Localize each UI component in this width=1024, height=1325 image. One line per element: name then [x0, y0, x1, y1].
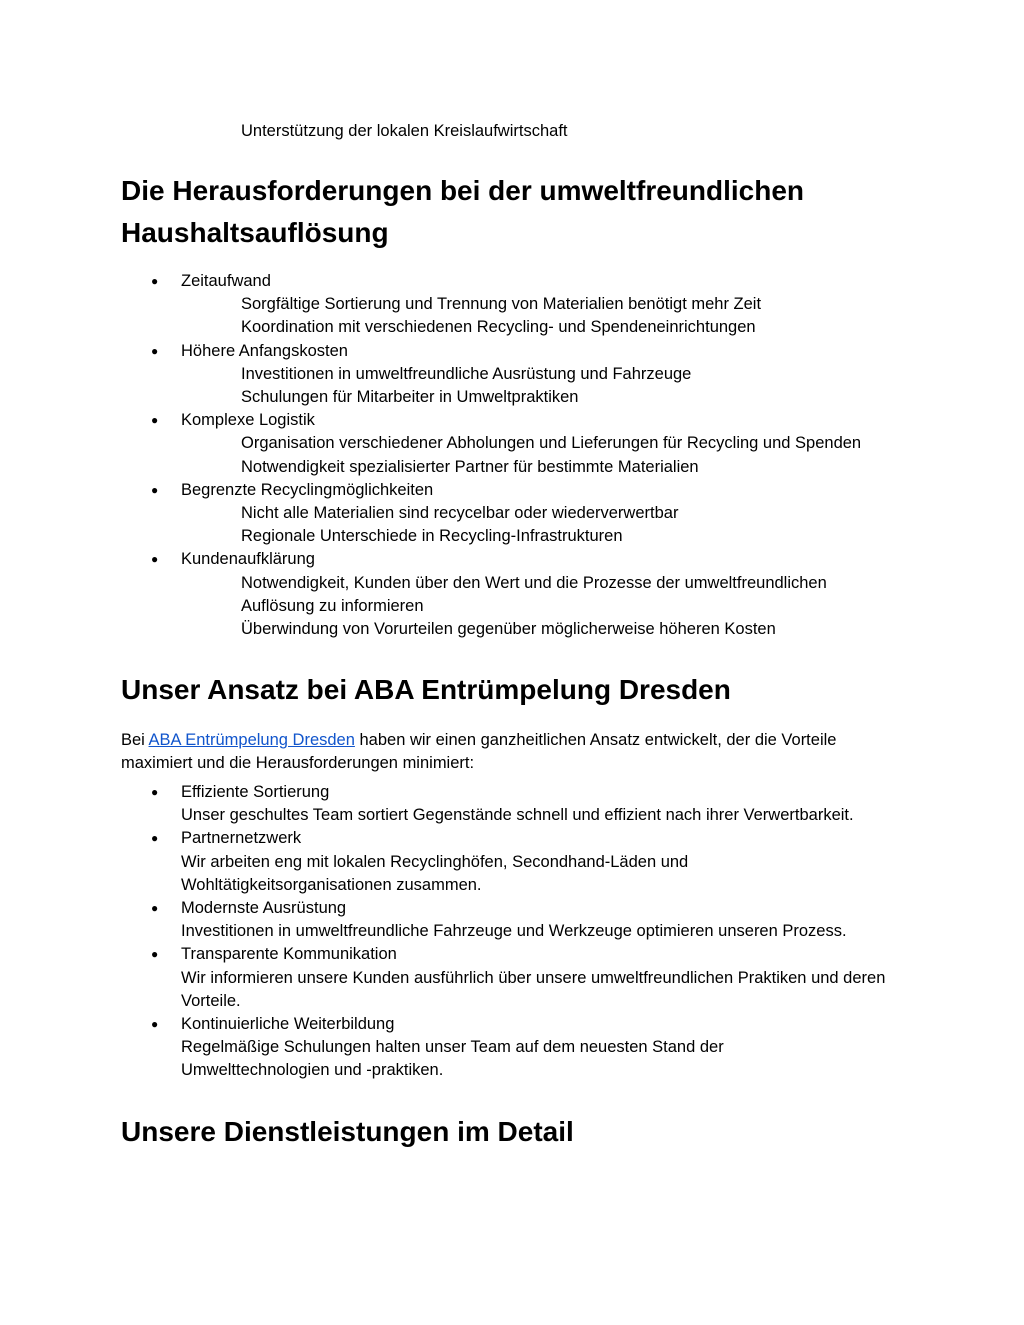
- item-label: Kontinuierliche Weiterbildung: [181, 1015, 395, 1034]
- sub-item: Regionale Unterschiede in Recycling-Infrastrukturen: [241, 527, 623, 546]
- company-link[interactable]: ABA Entrümpelung Dresden: [148, 731, 355, 749]
- bullet-icon: ●: [151, 482, 159, 497]
- bullet-icon: ●: [151, 552, 159, 567]
- intro-text-after: haben wir einen ganzheitlichen Ansatz entwickelt, der die Vorteile maximiert und die Herausforderungen minimiert:: [121, 731, 837, 773]
- list-item: [121, 409, 921, 479]
- bullet-icon: ●: [151, 785, 159, 799]
- list-item: [121, 943, 921, 1013]
- approach-intro: [121, 729, 901, 775]
- sub-item: Koordination mit verschiedenen Recycling- und Spendeneinrichtungen: [241, 318, 756, 337]
- item-label: Modernste Ausrüstung: [181, 899, 347, 918]
- item-label: Transparente Kommunikation: [181, 945, 397, 964]
- sub-item: Nicht alle Materialien sind recycelbar oder wiederverwertbar: [241, 504, 679, 523]
- sub-item: Überwindung von Vorurteilen gegenüber möglicherweise höheren Kosten: [241, 620, 776, 639]
- item-label: Effiziente Sortierung: [181, 783, 330, 801]
- continuation-line: Unterstützung der lokalen Kreislaufwirtschaft: [241, 122, 568, 140]
- list-item: [121, 897, 921, 943]
- item-description: Wir arbeiten eng mit lokalen Recyclinghöfen, Secondhand-Läden und Wohltätigkeitsorganisationen zusammen.: [181, 852, 689, 894]
- bullet-icon: ●: [151, 1017, 159, 1032]
- item-description: Unser geschultes Team sortiert Gegenstände schnell und effizient nach ihrer Verwertbarkeit.: [181, 806, 854, 825]
- sub-item: Organisation verschiedener Abholungen und Lieferungen für Recycling und Spenden: [241, 434, 862, 453]
- list-item: [121, 270, 921, 340]
- bullet-icon: ●: [151, 274, 159, 288]
- services-heading: Unsere Dienstleistungen im Detail: [121, 1116, 574, 1147]
- list-item: [121, 479, 921, 549]
- intro-text-before: Bei: [121, 731, 149, 749]
- item-label: Begrenzte Recyclingmöglichkeiten: [181, 480, 434, 499]
- sub-item: Notwendigkeit, Kunden über den Wert und die Prozesse der umweltfreundlichen Auflösung zu informieren: [241, 573, 827, 615]
- sub-item: Investitionen in umweltfreundliche Ausrüstung und Fahrzeuge: [241, 364, 692, 383]
- approach-heading: Unser Ansatz bei ABA Entrümpelung Dresden: [121, 674, 731, 705]
- bullet-icon: ●: [151, 947, 159, 962]
- bullet-icon: ●: [151, 831, 159, 846]
- item-label: Kundenaufklärung: [181, 550, 315, 569]
- sub-item: Schulungen für Mitarbeiter in Umweltpraktiken: [241, 388, 579, 407]
- item-label: Höhere Anfangskosten: [181, 341, 348, 360]
- challenges-list: [121, 270, 921, 641]
- list-item: [121, 781, 921, 827]
- sub-item: Notwendigkeit spezialisierter Partner für bestimmte Materialien: [241, 457, 699, 476]
- challenges-heading: Die Herausforderungen bei der umweltfreundlichen Haushaltsauflösung: [121, 175, 805, 248]
- list-item: [121, 827, 921, 897]
- item-label: Partnernetzwerk: [181, 829, 302, 848]
- sub-item: Sorgfältige Sortierung und Trennung von Materialien benötigt mehr Zeit: [241, 295, 762, 314]
- bullet-icon: ●: [151, 343, 159, 358]
- list-item: [121, 548, 921, 641]
- item-description: Wir informieren unsere Kunden ausführlich über unsere umweltfreundlichen Praktiken und deren Vorteile.: [181, 968, 886, 1010]
- item-label: Komplexe Logistik: [181, 411, 315, 430]
- list-item: [121, 340, 921, 410]
- item-label: Zeitaufwand: [181, 272, 271, 290]
- bullet-icon: ●: [151, 413, 159, 428]
- bullet-icon: ●: [151, 901, 159, 916]
- item-description: Regelmäßige Schulungen halten unser Team auf dem neuesten Stand der Umwelttechnologien und -praktiken.: [181, 1038, 724, 1080]
- list-item: [121, 1013, 921, 1083]
- approach-list: [121, 781, 921, 1083]
- item-description: Investitionen in umweltfreundliche Fahrzeuge und Werkzeuge optimieren unseren Prozess.: [181, 922, 847, 941]
